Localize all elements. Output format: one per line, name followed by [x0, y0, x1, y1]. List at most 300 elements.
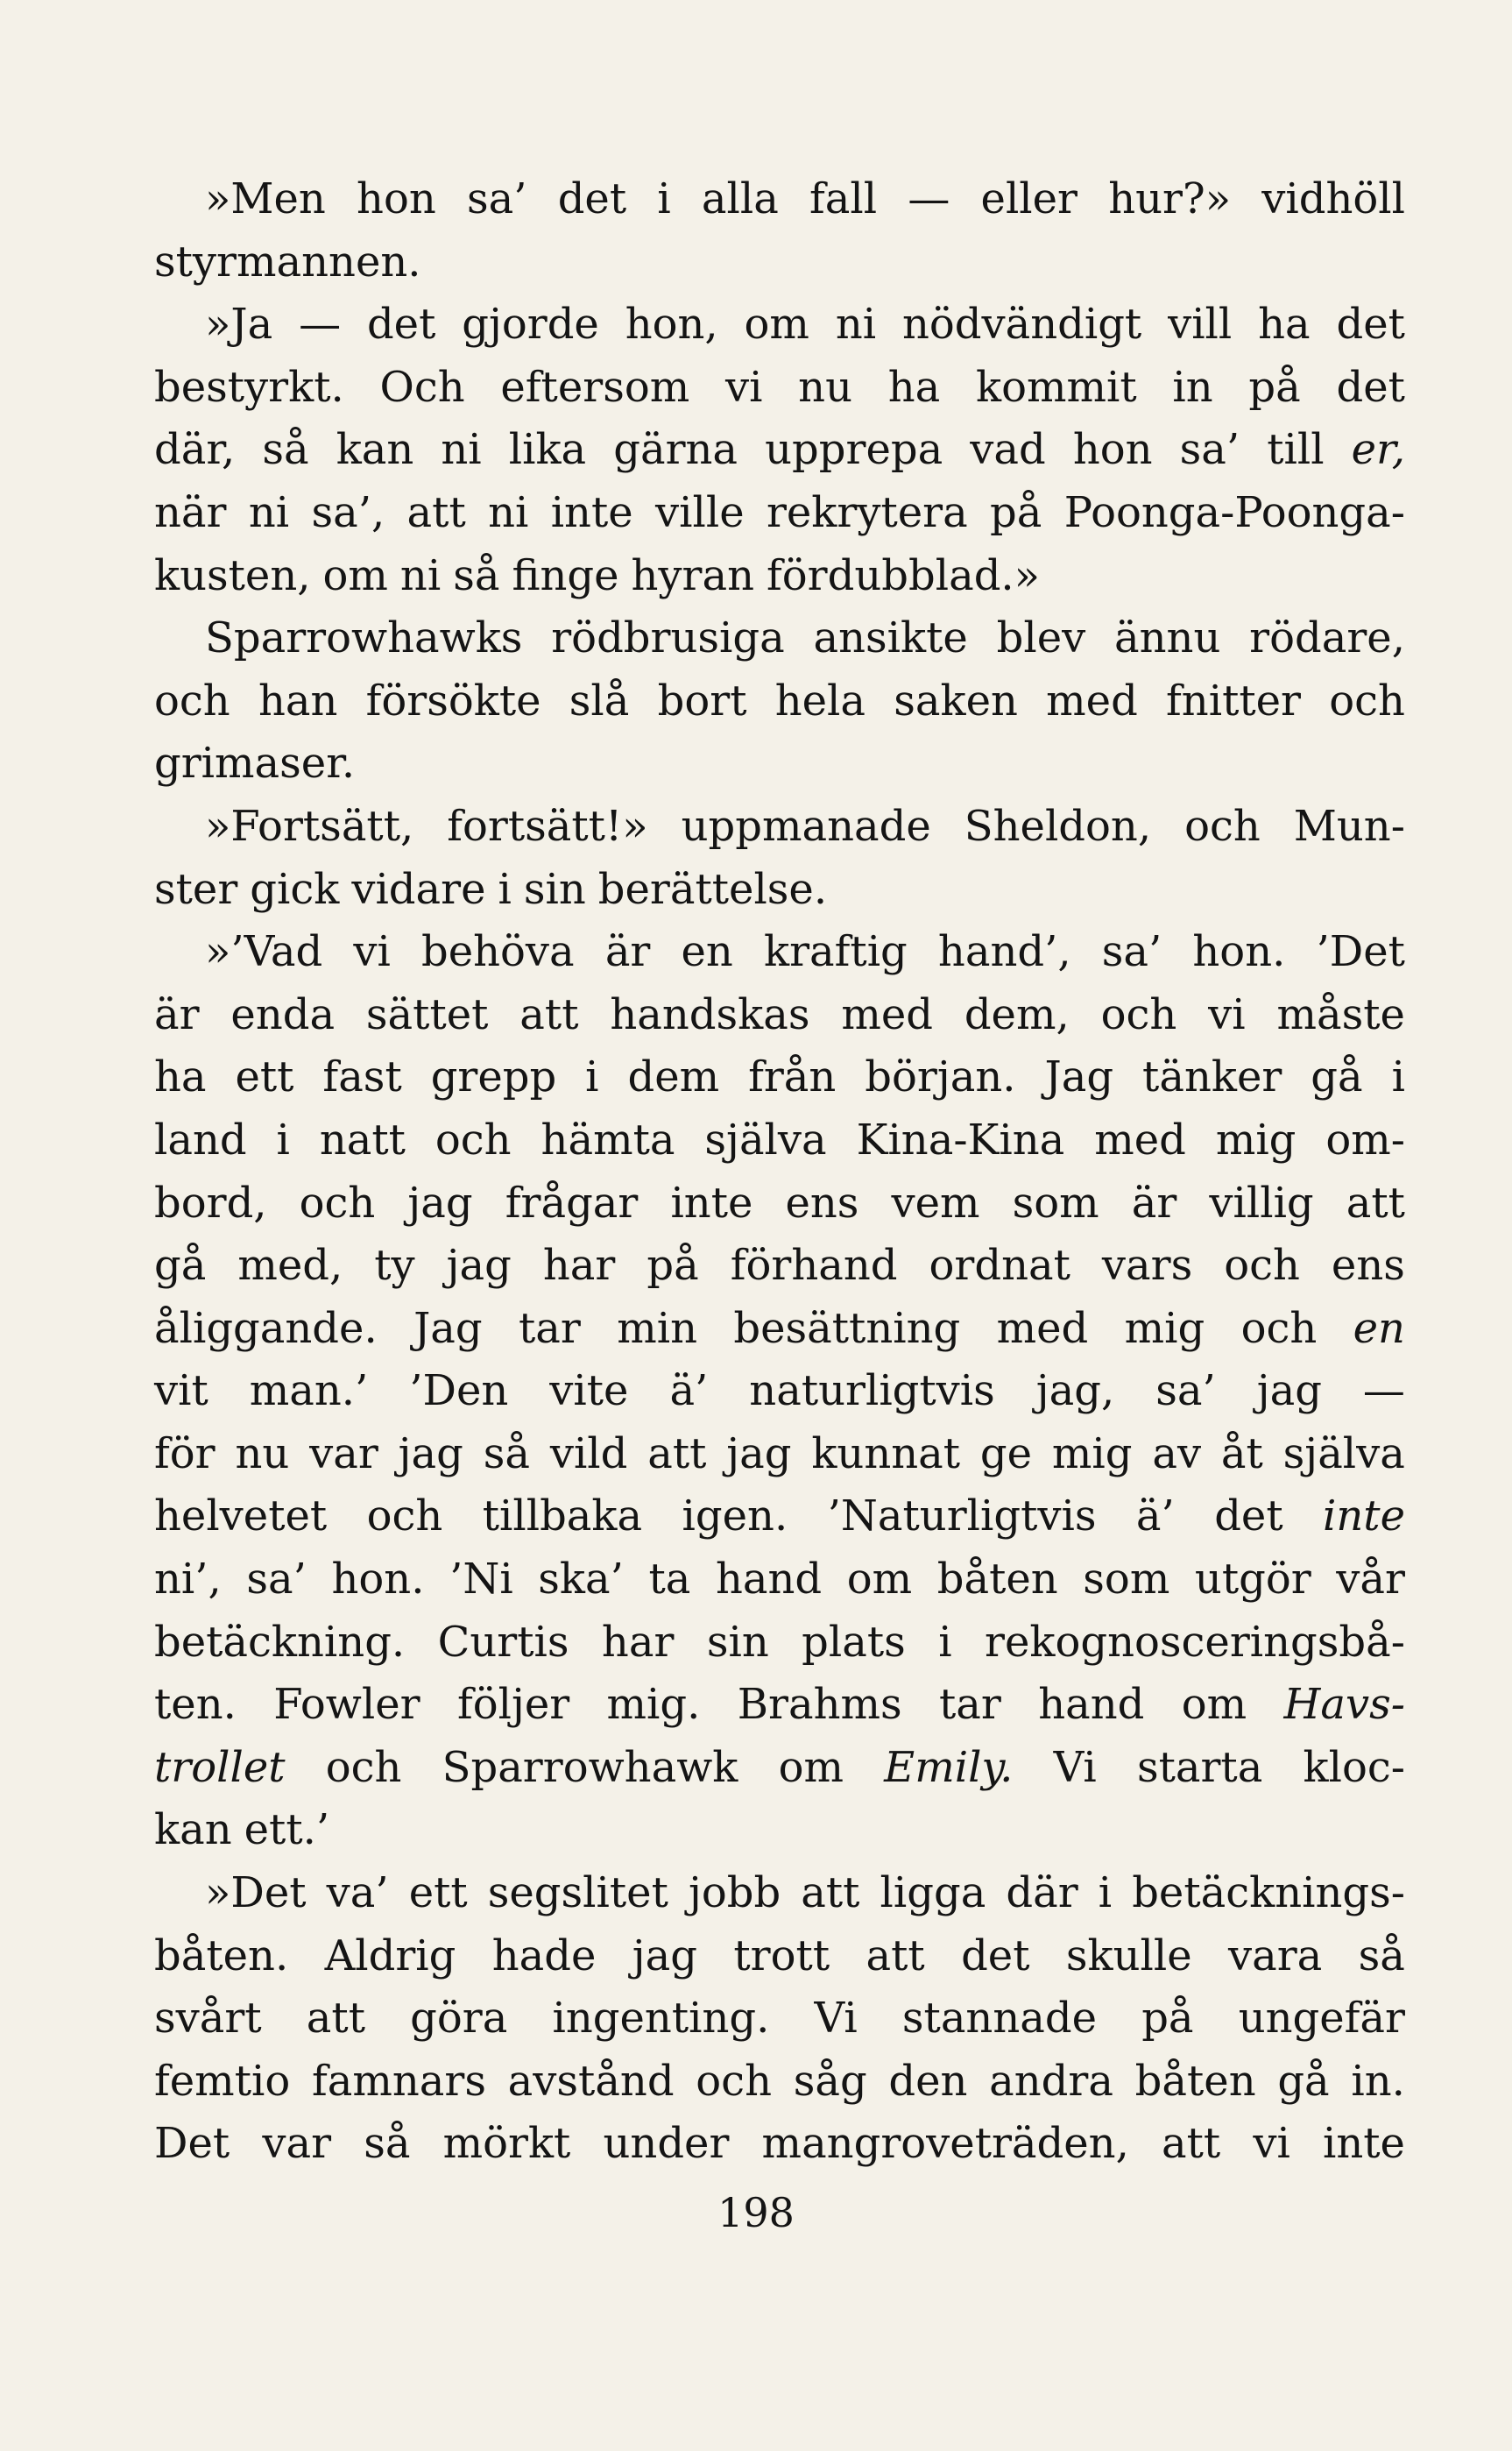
word: »Fortsätt, [205, 801, 414, 851]
word: vad [970, 425, 1046, 475]
word: att [1162, 2119, 1221, 2169]
word: ännu [1114, 613, 1221, 663]
word: in [1172, 362, 1213, 412]
word: tillbaka [482, 1491, 643, 1541]
text-line [154, 482, 1405, 545]
word: ä’ [669, 1366, 709, 1416]
word: som [1012, 1178, 1099, 1228]
word: berättelse. [597, 864, 828, 914]
word: andra [989, 2056, 1113, 2106]
word: att [647, 1428, 707, 1478]
word: så [364, 2119, 411, 2169]
word: i [938, 1617, 952, 1667]
word: vi [724, 362, 763, 412]
word: gick [250, 864, 340, 914]
text-line [154, 796, 1405, 859]
word: man.’ [249, 1366, 369, 1416]
word: mig [1051, 1428, 1133, 1478]
word: jag [726, 1428, 792, 1478]
word: jag [446, 1241, 512, 1291]
word: den [888, 2056, 968, 2106]
word: början. [865, 1052, 1016, 1102]
word: behöva [420, 927, 575, 977]
word: hand’, [937, 927, 1071, 977]
word: rekrytera [766, 487, 968, 537]
word: och [1184, 801, 1261, 851]
word: Aldrig [324, 1930, 456, 1980]
word: om [322, 550, 388, 600]
word: »Men [205, 174, 326, 223]
word: mörkt [442, 2119, 571, 2169]
word: vild [549, 1428, 628, 1478]
word: och [366, 1491, 443, 1541]
word: ordnat [929, 1241, 1070, 1291]
word: när [154, 487, 227, 537]
word: det [1336, 300, 1405, 350]
word: hela [774, 676, 866, 726]
word: ansikte [813, 613, 968, 663]
word: »Ja [205, 300, 273, 350]
text-line [154, 2113, 1405, 2176]
word: nödvändigt [901, 300, 1142, 350]
word: som [1083, 1555, 1170, 1604]
italic-word: Emily. [884, 1742, 1014, 1792]
word: frågar [505, 1178, 639, 1228]
word: hon. [331, 1555, 425, 1604]
word: måste [1276, 989, 1405, 1039]
word: i [657, 174, 671, 223]
word: ligga [880, 1868, 986, 1918]
word: starta [1136, 1742, 1263, 1792]
text-line [154, 357, 1405, 420]
word: för [154, 1428, 215, 1478]
word: mangroveträden, [761, 2119, 1129, 2169]
word: ’Ni [449, 1555, 513, 1604]
word: fördubblad.» [767, 550, 1041, 600]
text-line [154, 984, 1405, 1047]
word: fortsätt!» [447, 801, 648, 851]
word: dem [627, 1052, 720, 1102]
word: båten. [154, 1930, 289, 1980]
word: hon [1072, 425, 1153, 475]
text-line [154, 1548, 1405, 1612]
word: i [1098, 1868, 1113, 1918]
word: själva [1282, 1428, 1405, 1478]
word: ens [1331, 1241, 1405, 1291]
text-line [154, 670, 1405, 733]
word: att [1346, 1178, 1405, 1228]
word: och [154, 676, 230, 726]
word: avstånd [507, 2056, 675, 2106]
word: med [996, 1303, 1089, 1353]
word: ett [408, 1868, 468, 1918]
word: sin [523, 864, 586, 914]
word: var [309, 1428, 378, 1478]
word: själva [704, 1115, 827, 1165]
word: från [748, 1052, 837, 1102]
word: jag, [1035, 1366, 1115, 1416]
word: hand [715, 1555, 823, 1604]
word: ta [648, 1555, 691, 1604]
word: om [744, 300, 809, 350]
word: vite [549, 1366, 629, 1416]
word: mig [1215, 1115, 1297, 1165]
word: ’Naturligtvis [827, 1491, 1097, 1541]
word: följer [456, 1680, 570, 1730]
word: så [483, 1428, 530, 1478]
word: — [908, 174, 950, 223]
word: vi [1208, 989, 1246, 1039]
word: saken [894, 676, 1018, 726]
word: försökte [365, 676, 541, 726]
word: det [1336, 362, 1405, 412]
word: inte [550, 487, 633, 537]
word: va’ [326, 1868, 389, 1918]
word: vi [1253, 2119, 1290, 2169]
word: Brahms [737, 1680, 902, 1730]
word: i [585, 1052, 599, 1102]
text-line [154, 1612, 1405, 1675]
word: naturligtvis [749, 1366, 995, 1416]
page-number: 198 [717, 2189, 795, 2236]
word: sa’ [1101, 927, 1162, 977]
word: bord, [154, 1178, 267, 1228]
word: grepp [430, 1052, 557, 1102]
word: villig [1209, 1178, 1314, 1228]
word: vars [1101, 1241, 1193, 1291]
word: grimaser. [154, 739, 356, 789]
word: ä’ [1135, 1491, 1175, 1541]
word: Det [154, 2119, 230, 2169]
word: gå [1277, 2056, 1330, 2106]
word: vidare [351, 864, 486, 914]
word: ’Det [1316, 927, 1405, 977]
word: besättning [733, 1303, 961, 1353]
word: har [542, 1241, 616, 1291]
word: båten [936, 1555, 1058, 1604]
word: ster [154, 864, 238, 914]
word: att [406, 487, 466, 537]
word: hämta [541, 1115, 675, 1165]
word: är [154, 989, 200, 1039]
word: på [646, 1241, 699, 1291]
word: handskas [610, 989, 810, 1039]
word: ge [979, 1428, 1033, 1478]
word: bestyrkt. [154, 362, 344, 412]
text-line [154, 733, 1405, 796]
word: där [1006, 1868, 1078, 1918]
word: Vi [1053, 1742, 1097, 1792]
word: det [961, 1930, 1030, 1980]
word: rödare, [1249, 613, 1405, 663]
word: dem, [964, 989, 1070, 1039]
word: är [604, 927, 651, 977]
word: och [696, 2056, 772, 2106]
italic-word: inte [1323, 1491, 1405, 1541]
word: i [498, 864, 512, 914]
word: ten. [154, 1680, 237, 1730]
word: upprepa [765, 425, 943, 475]
word: ni’, [154, 1555, 222, 1604]
word: så [262, 425, 309, 475]
word: åt [1220, 1428, 1263, 1478]
word: med [1094, 1115, 1186, 1165]
text-line [154, 1423, 1405, 1486]
word: ett [235, 1052, 294, 1102]
word: alla [701, 174, 779, 223]
word: på [990, 487, 1042, 537]
word: ville [655, 487, 745, 537]
word: att [306, 1994, 365, 2044]
word: — [1362, 1366, 1405, 1416]
word: av [1152, 1428, 1202, 1478]
word: det [366, 300, 436, 350]
word: slå [569, 676, 630, 726]
word: kommit [976, 362, 1137, 412]
word: »’Vad [205, 927, 323, 977]
word: ni [248, 487, 290, 537]
text-line [154, 419, 1405, 482]
word: lika [508, 425, 587, 475]
italic-word: er, [1351, 425, 1405, 475]
word: har [601, 1617, 675, 1667]
word: helvetet [154, 1491, 328, 1541]
word: Poonga-Poonga- [1063, 487, 1405, 537]
word: kraftig [763, 927, 908, 977]
word: betäckning. [154, 1617, 406, 1667]
text-line [154, 859, 1405, 922]
word: om- [1325, 1115, 1405, 1165]
word: uppmanade [681, 801, 931, 851]
word: till [1267, 425, 1325, 475]
word: med, [237, 1241, 343, 1291]
word: att [866, 1930, 925, 1980]
word: sa’ [1179, 425, 1240, 475]
word: finge [512, 550, 619, 600]
word: mig [1124, 1303, 1205, 1353]
word: det [557, 174, 627, 223]
word: om [778, 1742, 844, 1792]
word: ett.’ [244, 1805, 330, 1855]
word: med [841, 989, 933, 1039]
italic-word: Havs- [1283, 1680, 1405, 1730]
text-line [154, 1987, 1405, 2051]
word: — [299, 300, 342, 350]
word: med [1046, 676, 1138, 726]
text-line [154, 545, 1405, 608]
word: åliggande. [154, 1303, 378, 1353]
word: land [154, 1115, 247, 1165]
word: mig. [606, 1680, 701, 1730]
word: jobb [688, 1868, 781, 1918]
word: i [276, 1115, 290, 1165]
word: att [519, 989, 579, 1039]
word: jag [407, 1178, 473, 1228]
word: vill [1168, 300, 1233, 350]
word: i [1391, 1052, 1405, 1102]
word: gärna [613, 425, 738, 475]
text-line [154, 1235, 1405, 1298]
word: rekognosceringsbå- [985, 1617, 1405, 1667]
word: kunnat [811, 1428, 961, 1478]
word: hade [491, 1930, 597, 1980]
word: om [846, 1555, 913, 1604]
word: ty [374, 1241, 415, 1291]
word: Curtis [437, 1617, 569, 1667]
word: jag [1256, 1366, 1322, 1416]
word: gjorde [462, 300, 599, 350]
word: inte [1322, 2119, 1405, 2169]
word: trott [733, 1930, 830, 1980]
word: vara [1227, 1930, 1323, 1980]
word: famnars [311, 2056, 486, 2106]
word: nu [798, 362, 852, 412]
word: Fowler [273, 1680, 420, 1730]
text-line [154, 1737, 1405, 1800]
word: betäcknings- [1132, 1868, 1405, 1918]
text-line [154, 1298, 1405, 1361]
word: och [435, 1115, 512, 1165]
italic-word: trollet [154, 1742, 286, 1792]
word: ni [835, 300, 877, 350]
word: fast [322, 1052, 402, 1102]
word: sa’ [466, 174, 527, 223]
word: kan [154, 1805, 232, 1855]
text-line [154, 231, 1405, 294]
word: på [1248, 362, 1301, 412]
word: om [1181, 1680, 1247, 1730]
word: och [1329, 676, 1405, 726]
word: hon. [1192, 927, 1286, 977]
word: förhand [730, 1241, 898, 1291]
word: in. [1351, 2056, 1405, 2106]
word: på [1141, 1994, 1194, 2044]
word: Sparrowhawk [442, 1742, 738, 1792]
word: sa’, [311, 487, 385, 537]
text-line [154, 294, 1405, 357]
word: och [1100, 989, 1177, 1039]
word: han [258, 676, 338, 726]
word: ni [488, 487, 529, 537]
word: hand [1038, 1680, 1145, 1730]
text-line [154, 1862, 1405, 1925]
word: att [801, 1868, 860, 1918]
word: stannade [901, 1994, 1098, 2044]
word: hon, [625, 300, 718, 350]
word: såg [793, 2056, 867, 2106]
word: ni [441, 425, 482, 475]
word: igen. [682, 1491, 788, 1541]
word: och [299, 1178, 376, 1228]
text-line [154, 168, 1405, 231]
body-text [154, 168, 1405, 2176]
word: sin [706, 1617, 769, 1667]
text-line [154, 607, 1405, 670]
word: kloc- [1303, 1742, 1405, 1792]
word: Jag [413, 1303, 483, 1353]
word: vem [891, 1178, 980, 1228]
word: styrmannen. [154, 237, 421, 287]
word: segslitet [487, 1868, 668, 1918]
word: vidhöll [1261, 174, 1405, 223]
word: skulle [1065, 1930, 1192, 1980]
word: Sheldon, [964, 801, 1152, 851]
text-line [154, 2051, 1405, 2114]
word: Jag [1044, 1052, 1114, 1102]
word: eller [980, 174, 1077, 223]
word: eftersom [500, 362, 690, 412]
word: där, [154, 425, 236, 475]
word: tar [519, 1303, 581, 1353]
text-line [154, 921, 1405, 984]
word: båten [1134, 2056, 1256, 2106]
word: femtio [154, 2056, 291, 2106]
word: fnitter [1166, 676, 1301, 726]
word: Kina-Kina [856, 1115, 1065, 1165]
word: Och [379, 362, 465, 412]
word: plats [802, 1617, 906, 1667]
word: kan [336, 425, 414, 475]
word: Mun- [1293, 801, 1405, 851]
word: ska’ [538, 1555, 624, 1604]
word: svårt [154, 1994, 262, 2044]
word: inte [670, 1178, 753, 1228]
word: Vi [814, 1994, 858, 2044]
word: ’Den [409, 1366, 509, 1416]
word: det [1214, 1491, 1283, 1541]
word: »Det [205, 1868, 307, 1918]
word: ha [887, 362, 941, 412]
text-line [154, 1360, 1405, 1423]
word: jag [632, 1930, 698, 1980]
word: min [617, 1303, 698, 1353]
word: hur?» [1108, 174, 1232, 223]
text-line [154, 1172, 1405, 1236]
text-line [154, 1925, 1405, 1988]
word: och [1240, 1303, 1318, 1353]
word: blev [996, 613, 1086, 663]
text-line [154, 1674, 1405, 1737]
word: sa’ [246, 1555, 307, 1604]
word: hyran [631, 550, 755, 600]
word: enda [230, 989, 336, 1039]
word: nu [235, 1428, 290, 1478]
word: göra [410, 1994, 508, 2044]
word: fall [809, 174, 878, 223]
text-line [154, 1109, 1405, 1172]
word: sa’ [1155, 1366, 1216, 1416]
word: ungefär [1238, 1994, 1405, 2044]
word: jag [398, 1428, 463, 1478]
word: hon [357, 174, 436, 223]
word: så [453, 550, 500, 600]
word: var [262, 2119, 332, 2169]
word: gå [154, 1241, 207, 1291]
word: ens [785, 1178, 859, 1228]
word: natt [319, 1115, 406, 1165]
word: och [1224, 1241, 1300, 1291]
word: Sparrowhawks [205, 613, 523, 663]
word: under [603, 2119, 730, 2169]
word: ni [399, 550, 442, 600]
word: en [681, 927, 733, 977]
word: ha [1258, 300, 1311, 350]
word: ha [154, 1052, 207, 1102]
word: tänker [1142, 1052, 1282, 1102]
word: kusten, [154, 550, 311, 600]
word: tar [938, 1680, 1001, 1730]
text-line [154, 1046, 1405, 1109]
